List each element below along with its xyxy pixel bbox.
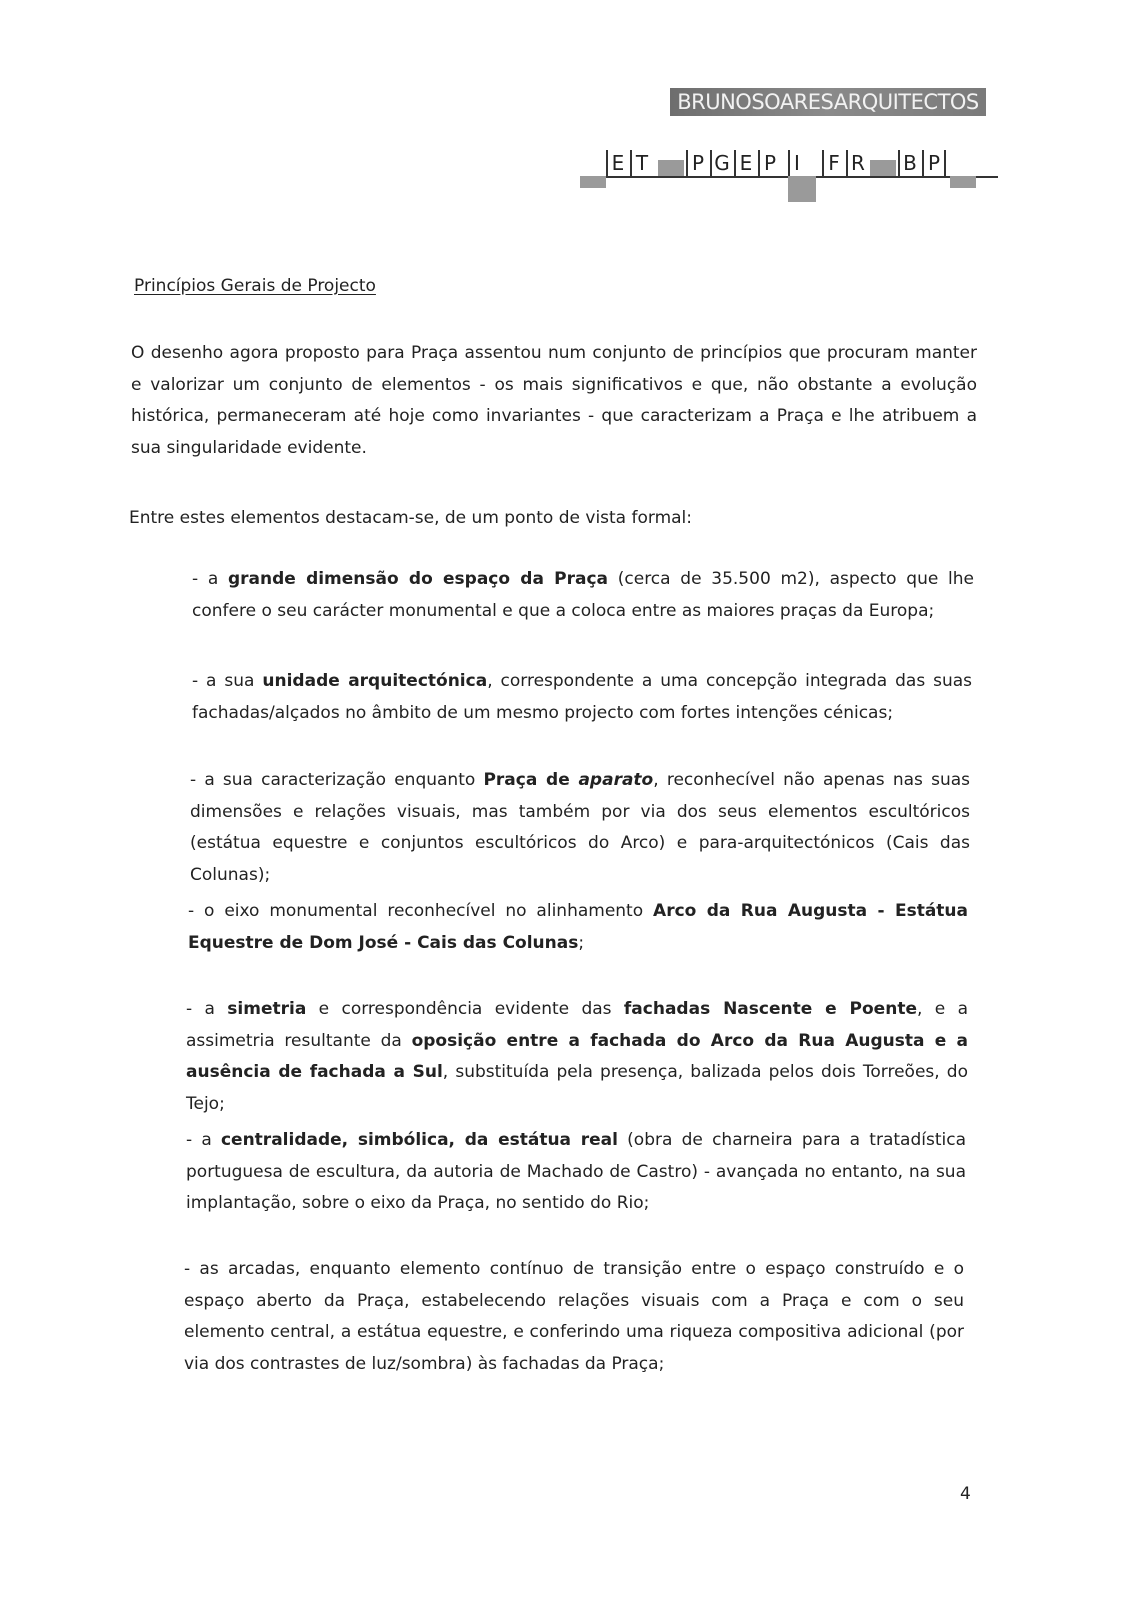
item-text: , substituída pela presença, balizada pelos dois Torreões, do Tejo; xyxy=(186,1062,968,1114)
item-text: , correspondente a uma concepção integrada das suas fachadas/alçados no âmbito de um mesmo projecto com fortes intenções cénicas; xyxy=(192,671,973,723)
firm-logo-banner xyxy=(670,88,986,116)
item-bold-text: oposição entre a fachada do Arco da Rua Augusta e a ausência de fachada a Sul xyxy=(186,1030,969,1082)
item-bold-text: simetria xyxy=(227,999,307,1019)
firm-name: BRUNOSOARESARQUITECTOS xyxy=(677,90,979,114)
item-text: ; xyxy=(578,932,585,953)
code-letter: R xyxy=(846,150,868,176)
list-item xyxy=(192,666,972,729)
item-bold-text: grande dimensão do espaço da Praça xyxy=(228,569,609,589)
list-item xyxy=(192,564,974,627)
list-item xyxy=(190,765,970,891)
list-item xyxy=(186,994,968,1120)
code-letter: E xyxy=(734,150,756,176)
item-text: - as arcadas, enquanto elemento contínuo de transição entre o espaço construído e o espaço aberto da Praça, estabelecendo relações visuais com a Praça e com o seu elemento central, a estátua equestre, e conferindo uma riqueza compositiva adicional (por via dos contrastes de luz/sombra) às fachadas da Praça; xyxy=(184,1259,964,1374)
code-bar-grey-block xyxy=(658,160,684,176)
item-text: (obra de charneira para a tratadística portuguesa de escultura, da autoria de Machado de Castro) - avançada no entanto, na sua implantação, sobre o eixo da Praça, no sentido do Rio; xyxy=(186,1130,966,1213)
item-text: - o eixo monumental reconhecível no alinhamento xyxy=(188,901,654,921)
list-item xyxy=(186,1125,966,1220)
page-number: 4 xyxy=(960,1484,971,1504)
code-letter: G xyxy=(710,150,732,176)
code-letter: P xyxy=(922,150,946,176)
lead-paragraph: Entre estes elementos destacam-se, de um ponto de vista formal: xyxy=(129,508,693,528)
item-bold-text: Praça de xyxy=(483,770,579,790)
item-bold-text: Arco da Rua Augusta - Estátua Equestre de Dom José - Cais das Colunas xyxy=(188,901,969,953)
code-letter: I xyxy=(788,150,804,176)
item-text: , e a assimetria resultante da xyxy=(186,999,968,1051)
item-bold-text: fachadas Nascente e Poente xyxy=(623,999,917,1019)
item-text: , reconhecível não apenas nas suas dimensões e relações visuais, mas também por via dos seus elementos escultóricos (estátua equestre e conjuntos escultóricos do Arco) e para-arquitectónicos (Cais das Colunas); xyxy=(190,770,970,885)
code-bar-grey-block xyxy=(580,176,606,188)
item-text: - a xyxy=(186,1130,221,1150)
code-letter: T xyxy=(630,150,652,176)
item-bold-text: centralidade, simbólica, da estátua real xyxy=(220,1130,618,1150)
item-text: - a sua xyxy=(192,671,263,691)
item-text: - a xyxy=(192,569,228,589)
code-letter: B xyxy=(898,150,920,176)
code-letter: P xyxy=(758,150,780,176)
item-text: e correspondência evidente das xyxy=(306,999,624,1019)
item-bold-italic-text: aparato xyxy=(578,770,654,790)
code-bar-grey-block xyxy=(788,176,816,202)
list-item xyxy=(184,1254,964,1380)
code-bar-grey-block xyxy=(870,160,896,176)
item-text: - a sua caracterização enquanto xyxy=(190,770,484,790)
intro-paragraph: O desenho agora proposto para Praça assentou num conjunto de princípios que procuram manter e valorizar um conjunto de elementos - os mais significativos e que, não obstante a evolução histórica, permaneceram até hoje como invariantes - que caracterizam a Praça e lhe atribuem a sua singularidade evidente. xyxy=(131,343,977,458)
code-letter: F xyxy=(822,150,844,176)
code-letter: E xyxy=(606,150,628,176)
code-letter: P xyxy=(686,150,708,176)
document-code-bar xyxy=(588,146,998,206)
item-bold-text: unidade arquitectónica xyxy=(262,671,488,691)
item-text: - a xyxy=(186,999,228,1019)
code-bar-grey-block xyxy=(950,176,976,188)
section-title: Princípios Gerais de Projecto xyxy=(134,276,376,296)
item-text: (cerca de 35.500 m2), aspecto que lhe confere o seu carácter monumental e que a coloca entre as maiores praças da Europa; xyxy=(192,569,974,621)
list-item xyxy=(188,896,968,959)
